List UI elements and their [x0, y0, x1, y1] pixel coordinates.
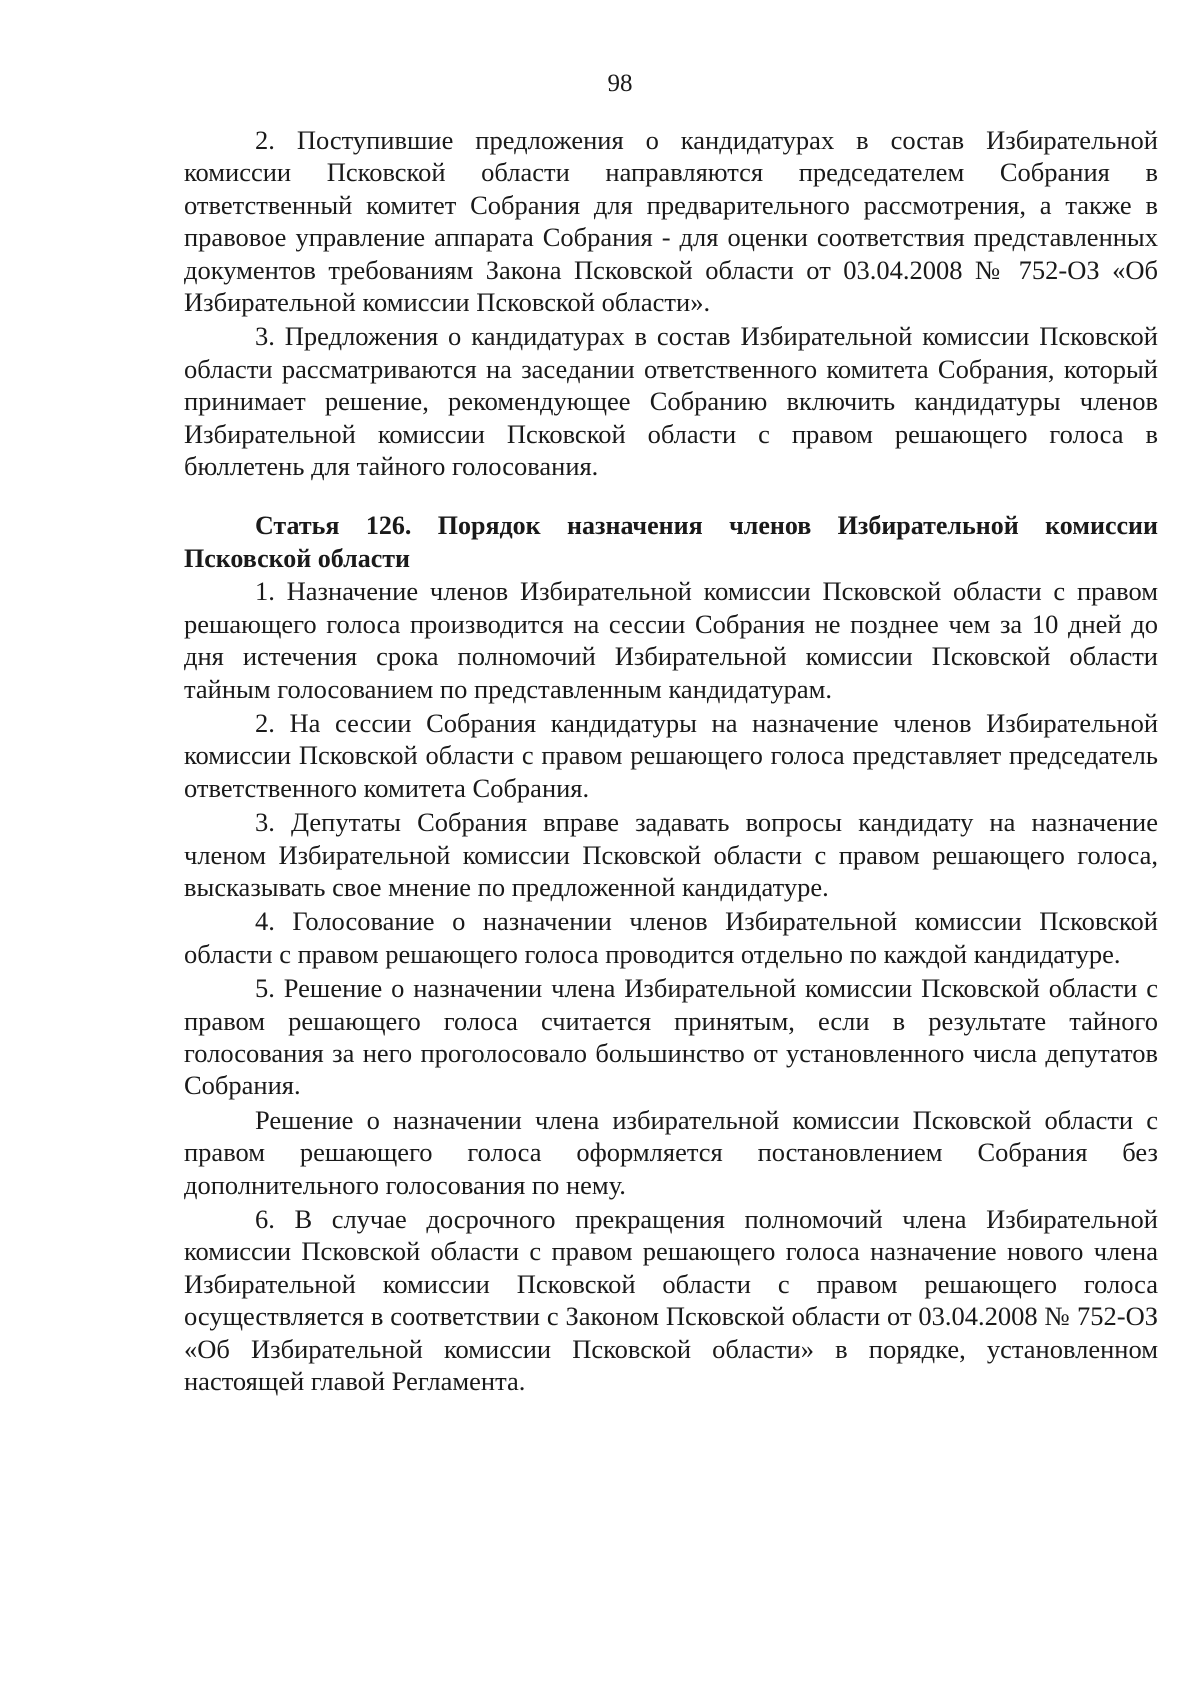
document-body: [184, 124, 1158, 1399]
article-126-paragraph-3: 3. Депутаты Собрания вправе задавать вопросы кандидату на назначение членом Избирательной комиссии Псковской области с правом решающего голоса, высказывать свое мнение по предложенной кандидатуре.: [184, 807, 1158, 902]
article-126-paragraph-2: 2. На сессии Собрания кандидатуры на назначение членов Избирательной комиссии Псковской области с правом решающего голоса представляет председатель ответственного комитета Собрания.: [184, 707, 1158, 803]
paragraph-2-proposals-referral: 2. Поступившие предложения о кандидатурах в состав Избирательной комиссии Псковской области направляются председателем Собрания в ответственный комитет Собрания для предварительного рассмотрения, а также в правовое управление аппарата Собрания - для оценки соответствия представленных документов требованиям Закона Псковской области от 03.04.2008 № 752-ОЗ «Об Избирательной комиссии Псковской области».: [184, 125, 1158, 318]
article-126-paragraph-5-decision: Решение о назначении члена избирательной комиссии Псковской области с правом решающего голоса оформляется постановлением Собрания без дополнительного голосования по нему.: [184, 1104, 1158, 1200]
page-number: 98: [607, 70, 633, 97]
article-126-paragraph-1: 1. Назначение членов Избирательной комиссии Псковской области с правом решающего голоса производится на сессии Собрания не позднее чем за 10 дней до дня истечения срока полномочий Избирательной комиссии Псковской области тайным голосованием по представленным кандидатурам.: [184, 576, 1158, 704]
article-126-paragraph-5: 5. Решение о назначении члена Избирательной комиссии Псковской области с правом решающего голоса считается принятым, если в результате тайного голосования за него проголосовало большинство от установленного числа депутатов Собрания.: [184, 973, 1158, 1101]
paragraph-3-committee-consideration: 3. Предложения о кандидатурах в состав Избирательной комиссии Псковской области рассматриваются на заседании ответственного комитета Собрания, который принимает решение, рекомендующее Собранию включить кандидатуры членов Избирательной комиссии Псковской области с правом решающего голоса в бюллетень для тайного голосования.: [184, 321, 1158, 482]
article-126-paragraph-4: 4. Голосование о назначении членов Избирательной комиссии Псковской области с правом решающего голоса проводится отдельно по каждой кандидатуре.: [184, 906, 1158, 969]
article-126-paragraph-6: 6. В случае досрочного прекращения полномочий члена Избирательной комиссии Псковской области с правом решающего голоса назначение нового члена Избирательной комиссии Псковской области с правом решающего голоса осуществляется в соответствии с Законом Псковской области от 03.04.2008 № 752-ОЗ «Об Избирательной комиссии Псковской области» в порядке, установленном настоящей главой Регламента.: [184, 1204, 1158, 1397]
article-126-heading: Статья 126. Порядок назначения членов Избирательной комиссии Псковской области: [184, 511, 1158, 573]
